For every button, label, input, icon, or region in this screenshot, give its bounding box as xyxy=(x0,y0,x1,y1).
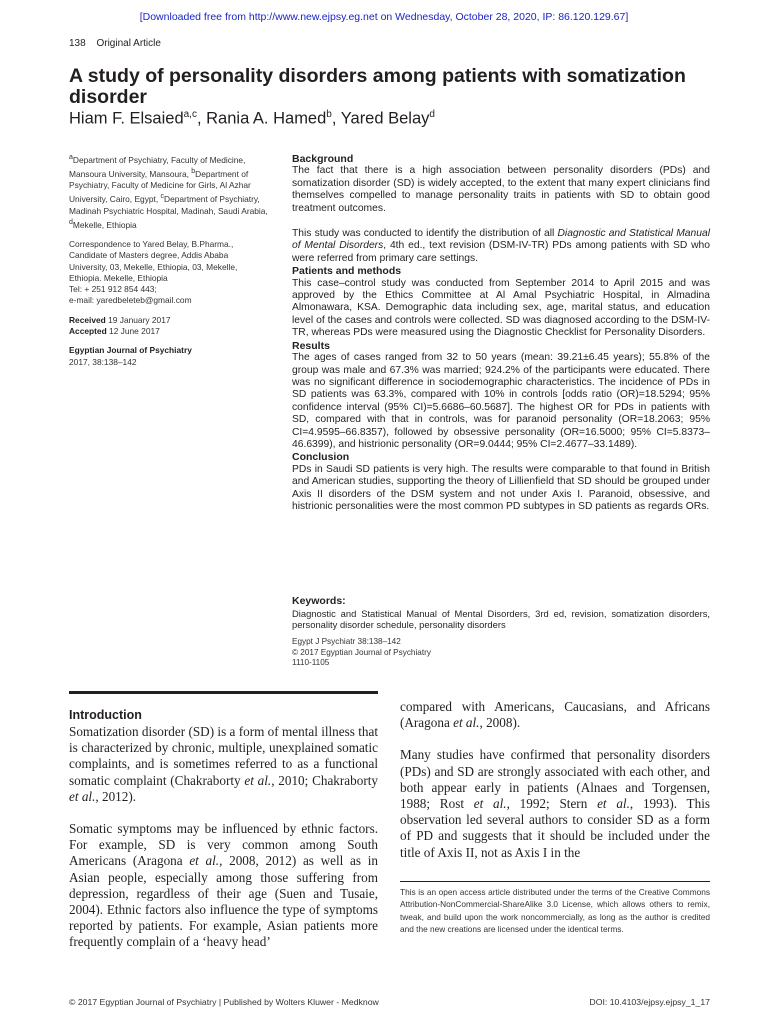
keywords-text: Diagnostic and Statistical Manual of Mental Disorders, 3rd ed, revision, somatization disorders, personality disorder schedule, personality disorders xyxy=(292,607,710,631)
author-affiliation-mark: b xyxy=(326,109,332,120)
body-paragraph: Somatic symptoms may be influenced by ethnic factors. For example, SD is very common among South Americans (Aragona et al., 2008, 2012) as well as in Asian people, especially among those suffering from depression, regardless of their age (Suen and Tusaie, 2004). Ethnic factors also influence the type of symptoms reported by patients. For example, Asian patients more frequently complain of a ‘heavy head’ xyxy=(69,821,378,950)
author-affiliation-mark: a,c xyxy=(183,109,197,120)
body-paragraph: compared with Americans, Caucasians, and Africans (Aragona et al., 2008). xyxy=(400,699,710,731)
abstract-background-text: The fact that there is a high association between personality disorders (PDs) and somatization disorder (SD) is widely accepted, to the extent that many expert clinicians find themselves compelled to manage personality traits in patients with SD to obtain good treatment outcomes. xyxy=(292,165,710,214)
correspondence-email[interactable]: e-mail: yaredbeleteb@gmail.com xyxy=(69,295,192,306)
abstract-background-text-2: This study was conducted to identify the distribution of all Diagnostic and Statistical Manual of Mental Disorders, 4th ed., text revision (DSM-IV-TR) PDs among patients with SD who were referred from primary care settings. xyxy=(292,228,710,264)
article-metadata xyxy=(69,152,269,368)
abstract-heading-background: Background xyxy=(292,153,354,165)
journal-name: Egyptian Journal of Psychiatry xyxy=(69,345,192,356)
citation-block xyxy=(292,637,431,669)
body-paragraph: Somatization disorder (SD) is a form of mental illness that is characterized by chronic, multiple, unexplained somatic complaints, and is sometimes referred to as a functional somatic complaint (Chakraborty et al., 2010; Chakraborty et al., 2012). xyxy=(69,724,378,804)
keywords xyxy=(292,596,710,631)
accepted-date: Accepted 12 June 2017 xyxy=(69,326,160,337)
citation-line: Egypt J Psychiatr 38:138–142 xyxy=(292,637,401,646)
received-date: Received 19 January 2017 xyxy=(69,314,171,325)
introduction-column-left xyxy=(69,708,378,951)
introduction-column-right xyxy=(400,699,710,861)
body-paragraph: Many studies have confirmed that personality disorders (PDs) and SD are strongly associated with each other, and both appear early in patients (Alnaes and Torgensen, 1988; Rost et al., 1992; Stern et al., 1993). This observation led several authors to consider SD as a form of PD and suggests that it should be included under the title of Axis II, not as Axis I in the xyxy=(400,747,710,860)
download-banner: [Downloaded free from http://www.new.ejpsy.eg.net on Wednesday, October 28, 2020, IP: 86.120.129.67] xyxy=(139,11,629,23)
section-divider xyxy=(69,691,378,694)
abstract-conclusion-text: PDs in Saudi SD patients is very high. The results were comparable to that found in British and American studies, supporting the theory of Lillienfield that SD should be grouped under Axis II disorders of the DSM system and not under Axis I. Paranoid, obsessive, and histrionic personalities were the most common PD subtypes in SD patients as regards ORs. xyxy=(292,463,710,512)
article-title: A study of personality disorders among patients with somatization disorder xyxy=(69,65,686,108)
issn-line: 1110-1105 xyxy=(292,658,330,668)
article-type: Original Article xyxy=(96,38,161,49)
footer-copyright: © 2017 Egyptian Journal of Psychiatry | Published by Wolters Kluwer - Medknow xyxy=(69,997,379,1007)
author-name: Rania A. Hamed xyxy=(206,109,327,128)
abstract-results-text: The ages of cases ranged from 32 to 50 years (mean: 39.21±6.45 years); 55.8% of the group was male and 67.3% was married; 924.2% of the participants were educated. There was no significant difference in sociodemographic characteristics. The incidence of PDs in SD patients was 63.3%, compared with 10% in controls [odds ratio (OR)=18.5294; 95% confidence interval (95% CI)=5.6686–60.5687]. The highest OR for PDs in patients with SD, compared with that in controls, was for paranoid personality (OR=18.2063; 95% CI=4.9595–66.8357), followed by obsessive personality (OR=16.5000; 95% CI=5.8373–46.6399), and histrionic personality (OR=9.0444; 95% CI=2.4677–33.1489). xyxy=(292,352,710,450)
footer-doi[interactable]: DOI: 10.4103/ejpsy.ejpsy_1_17 xyxy=(589,997,710,1007)
abstract xyxy=(292,153,710,513)
correspondence: Correspondence to Yared Belay, B.Pharma., Candidate of Masters degree, Addis Ababa University, 03, Mekelle, Ethiopia, 03, Mekelle, Ethiopia. Mekelle, Ethiopia xyxy=(69,238,238,283)
author-affiliation-mark: d xyxy=(429,109,435,120)
page-number: 138 xyxy=(69,38,86,49)
journal-volume: 2017, 38:138–142 xyxy=(69,356,137,367)
abstract-heading-conclusion: Conclusion xyxy=(292,451,350,464)
introduction-heading: Introduction xyxy=(69,708,142,722)
affiliations: $^a$Department of Psychiatry, Faculty of Medicine, Mansoura University, Mansoura, $^b$Department of Psychiatry, Faculty of Medicine for Girls, Al Azhar University, Cairo, Egypt, $^c$Department of Psychiatry, Madinah Psychiatric Hospital, Madinah, Saudi Arabia, $^d$Mekelle, Ethiopia xyxy=(69,154,268,230)
author-name: Hiam F. Elsaied xyxy=(69,109,184,128)
abstract-methods-text: This case–control study was conducted from September 2014 to April 2015 and was approved by the Ethics Committee at Al Amal Psychiatric Hospital, in Almadina Almonawara, KSA. Demographic data including sex, age, marital status, and education level of the cases and controls were collected. SD was diagnosed according to the DSM-IV-TR, whereas PDs were measured using the Diagnostic Checklist for Personality Disorders. xyxy=(292,277,710,339)
abstract-heading-methods: Patients and methods xyxy=(292,265,402,278)
running-header xyxy=(69,38,161,49)
author-name: Yared Belay xyxy=(340,109,430,128)
license-divider xyxy=(400,881,710,882)
correspondence-phone: Tel: + 251 912 854 443; xyxy=(69,284,157,295)
license-note: This is an open access article distributed under the terms of the Creative Commons Attribution-NonCommercial-ShareAlike 3.0 License, which allows others to remix, tweak, and build upon the work noncommercially, as long as the author is credited and the new creations are licensed under the identical terms. xyxy=(400,887,710,934)
copyright-line: © 2017 Egyptian Journal of Psychiatry xyxy=(292,647,431,657)
abstract-heading-results: Results xyxy=(292,339,330,352)
keywords-heading: Keywords: xyxy=(292,595,346,607)
author-list: Hiam F. Elsaied$^{a,c}$, Rania A. Hamed$^b$, Yared Belay$^d$ xyxy=(69,109,435,128)
